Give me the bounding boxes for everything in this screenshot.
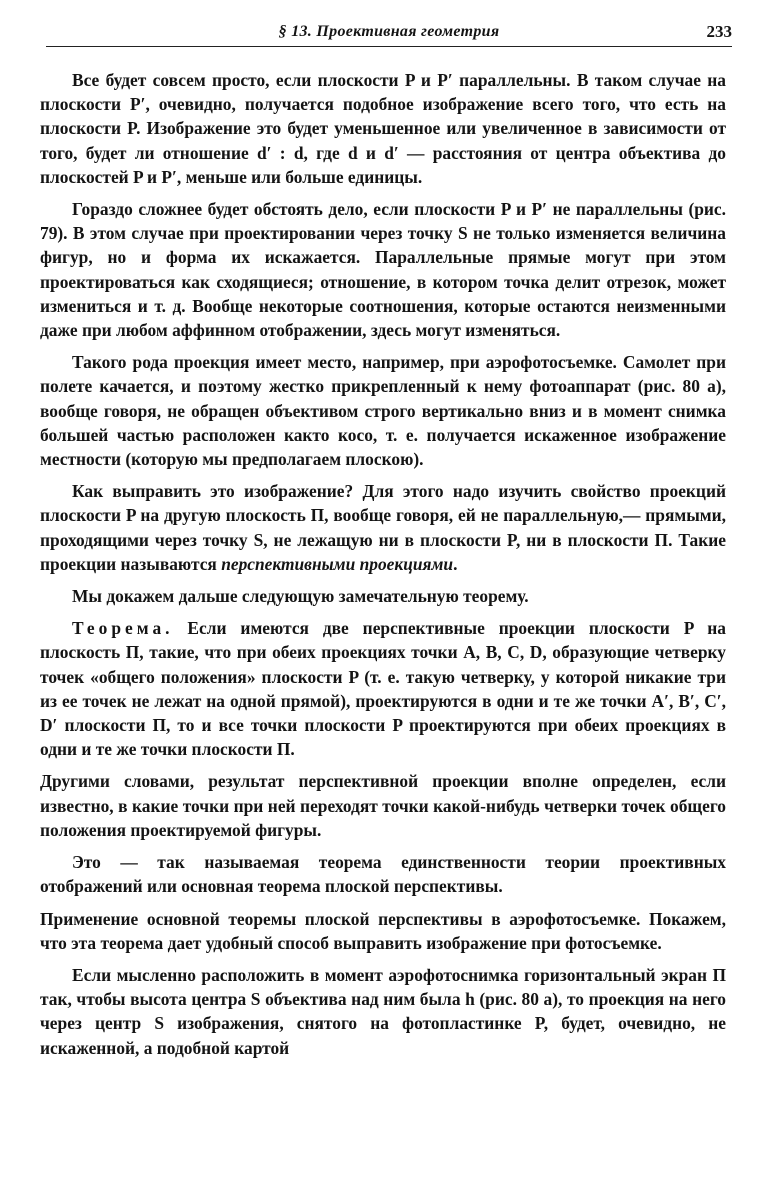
paragraph-nonparallel-planes: Гораздо сложнее будет обстоять дело, если плоскости P и P′ не параллельны (рис. 79). В этом случае при проектировании через точку S не только изменяется величина фигур, но и форма их искажается. Параллельные прямые могут при этом проектироваться как сходящиеся; отношение, в котором точка делит отрезок, может измениться и т. д. Вообще некоторые соотношения, которые остаются неизменными даже при любом аффинном отображении, здесь могут изменяться. (40, 199, 726, 341)
theorem-text: Если имеются две перспективные проекции плоскости P на плоскость Π, такие, что при обеих проекциях точки A, B, C, D, образующие четверку точек «общего положения» плоскости P (т. е. такую четверку, у которой никакие три из ее точек не лежат на одной прямой), проектируются в одни и те же точки A′, B′, C′, D′ плоскости Π, то и все точки плоскости P проектируются при обеих проекциях в одни и те же точки плоскости Π. (40, 618, 726, 760)
paragraph-theorem (40, 616, 726, 761)
page-number: 233 (706, 22, 732, 41)
paragraph-aerial-photography: Такого рода проекция имеет место, например, при аэрофотосъемке. Самолет при полете качается, и поэтому жестко прикрепленный к нему фотоаппарат (рис. 80 а), вообще говоря, не обращен объективом строго вертикально вниз и в момент снимка большей частью расположен както косо, т. е. получается искаженное изображение местности (которую мы предполагаем плоскою). (40, 352, 726, 470)
paragraph-parallel-planes: Все будет совсем просто, если плоскости P и P′ параллельны. В таком случае на плоскости P′, очевидно, получается подобное изображение всего того, что есть на плоскости P. Изображение это будет уменьшенное или увеличенное в зависимости от того, будет ли отношение d′ : d, где d и d′ — расстояния от центра объектива до плоскостей P и P′, меньше или больше единицы. (40, 70, 726, 187)
paragraph-correction-text: Как выправить это изображение? Для этого надо изучить свойство проекций плоскости P на другую плоскость Π, вообще говоря, ей не параллельную,— прямыми, проходящими через точку S, не лежащую ни в плоскости P, ни в плоскости Π. Такие проекции называются (40, 481, 726, 574)
body-text (40, 68, 726, 1068)
paragraph-horizontal-screen: Если мысленно расположить в момент аэрофотоснимка горизонтальный экран Π так, чтобы высота центра S объектива над ним была h (рис. 80 а), то проекция на него через центр S изображения, снятого на фотопластинке P, будет, очевидно, не искаженной, а подобной картой (40, 964, 726, 1058)
paragraph-other-words: Другими словами, результат перспективной проекции вполне определен, если известно, в какие точки при ней переходят точки какой-нибудь четверки точек общего положения проектируемой фигуры. (40, 771, 726, 840)
paragraph-correction-question (40, 479, 726, 576)
paragraph-uniqueness-theorem: Это — так называемая теорема единственности теории проективных отображений или основная теорема плоской перспективы. (40, 852, 726, 897)
term-perspective-projections: перспективными проекциями (221, 553, 454, 574)
paragraph-application: Применение основной теоремы плоской перспективы в аэрофотосъемке. Покажем, что эта теорема дает удобный способ выправить изображение при фотосъемке. (40, 908, 726, 953)
paragraph-correction-end: . (453, 553, 458, 574)
paragraph-theorem-intro: Мы докажем дальше следующую замечательную теорему. (72, 586, 529, 607)
theorem-label: Теорема. (72, 618, 174, 639)
running-head (46, 20, 732, 47)
running-title: § 13. Проективная геометрия (278, 23, 500, 40)
